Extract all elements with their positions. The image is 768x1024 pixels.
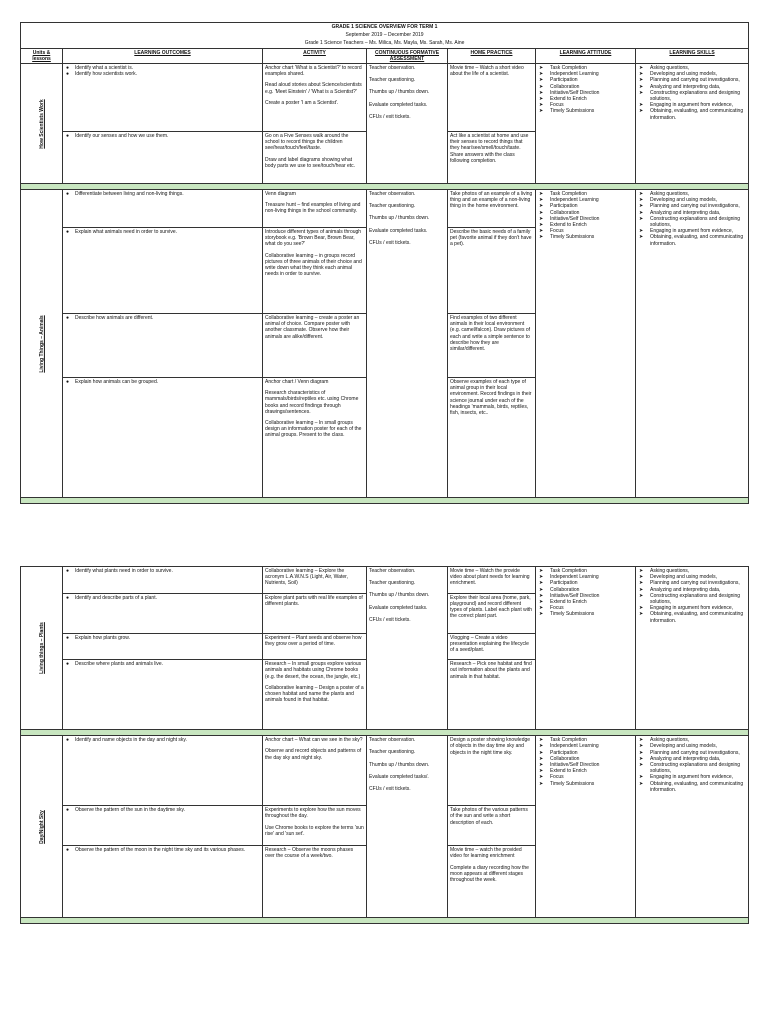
doc-period: September 2019 – December 2019 bbox=[21, 31, 749, 39]
activity-cell: Research – Observe the moons phases over the course of a week/two. bbox=[263, 846, 367, 918]
home-cell: Vlogging – Create a video presentation explaining the lifecycle of a seed/plant. bbox=[448, 633, 536, 660]
home-cell: Movie time – Watch the provide video about plant needs for learning enrichment. bbox=[448, 567, 536, 594]
unit-label-plants: Living things – Plants bbox=[21, 567, 63, 730]
col-skills: LEARNING SKILLS bbox=[636, 48, 749, 63]
outcomes-cell: ● Explain how plants grow. bbox=[63, 633, 263, 660]
activity-cell: Research – In small groups explore various animals and habitats using Chrome books (e.g. the desert, the ocean, the jungle, etc.) Collaborative learning – Design a poster of a chosen habitat and name the plants and animals found in that habitat. bbox=[263, 660, 367, 730]
unit-label-animals: Living Things – Animals bbox=[21, 190, 63, 498]
outcomes-cell: ● Differentiate between living and non-living things. bbox=[63, 190, 263, 228]
outcomes-cell: ● Identify what plants need in order to survive. bbox=[63, 567, 263, 594]
outcomes-cell: ● Describe how animals are different. bbox=[63, 314, 263, 378]
formative-cell: Teacher observation. Teacher questioning. Thumbs up / thumbs down. Evaluate completed tasks. CFUs / exit tickets. bbox=[367, 64, 448, 184]
col-activity: ACTIVITY bbox=[263, 48, 367, 63]
attitude-cell: ➤ Task Completion ➤ Independent Learning ➤ Participation ➤ Collaboration ➤ Initiative/Self Direction ➤ Extend to Enrich ➤ Focus ➤ Timely Submissions bbox=[536, 736, 636, 918]
home-cell: Design a poster showing knowledge of objects in the day time sky and objects in the night time sky. bbox=[448, 736, 536, 806]
home-cell: Observe examples of each type of animal group in their local environment. Record findings in their science journal under each of the headings 'mammals, birds, reptiles, fish, insects, etc.. bbox=[448, 378, 536, 498]
home-cell: Act like a scientist at home and use their senses to record things that they hear/see/smell/touch/taste. Share answers with the class following completion. bbox=[448, 132, 536, 184]
outcomes-cell: ● Identify and name objects in the day and night sky. bbox=[63, 736, 263, 806]
unit-label-scientists: How Scientists Work bbox=[21, 64, 63, 184]
col-attitude: LEARNING ATTITUDE bbox=[536, 48, 636, 63]
activity-cell: Collaborative learning – create a poster an animal of choice. Compare poster with another classmate. Observe how their animals are alike/different. bbox=[263, 314, 367, 378]
home-cell: Movie time – watch the provided video for learning enrichment Complete a diary recording how the moon appears at different stages throughout the week. bbox=[448, 846, 536, 918]
overview-table-page-1 bbox=[20, 22, 748, 504]
outcomes-cell: ● Identify what a scientist is. ● Identify how scientists work. bbox=[63, 64, 263, 132]
overview-table-1 bbox=[20, 22, 749, 504]
activity-cell: Collaborative learning – Explore the acronym L.A.W.N.S (Light, Air, Water, Nutrients, Soil) bbox=[263, 567, 367, 594]
col-outcomes: LEARNING OUTCOMES bbox=[63, 48, 263, 63]
overview-table-2 bbox=[20, 566, 749, 924]
home-cell: Take photos of an example of a living thing and an example of a non-living thing in the home environment. bbox=[448, 190, 536, 228]
col-formative: CONTINUOUS FORMATIVE ASSESSMENT bbox=[367, 48, 448, 63]
outcomes-cell: ● Observe the pattern of the sun in the daytime sky. bbox=[63, 806, 263, 846]
attitude-cell: ➤ Task Completion ➤ Independent Learning ➤ Participation ➤ Collaboration ➤ Initiative/Self Direction ➤ Extend to Enrich ➤ Focus ➤ Timely Submissions bbox=[536, 64, 636, 184]
outcomes-cell: ● Identify our senses and how we use them. bbox=[63, 132, 263, 184]
attitude-cell: ➤ Task Completion ➤ Independent Learning ➤ Participation ➤ Collaboration ➤ Initiative/Self Direction ➤ Extend to Enrich ➤ Focus ➤ Timely Submissions bbox=[536, 567, 636, 730]
activity-cell: Experiments to explore how the sun moves throughout the day. Use Chrome books to explore the terms 'sun rise' and 'sun set'. bbox=[263, 806, 367, 846]
unit-label-sky: Day/Night Sky bbox=[21, 736, 63, 918]
skills-cell: ➤ Asking questions, ➤ Developing and using models, ➤ Planning and carrying out investigations, ➤ Analyzing and interpreting data, ➤ Constructing explanations and designing solutions, ➤ Engaging in argument from evidence, ➤ Obtaining, evaluating, and communicating information. bbox=[636, 567, 749, 730]
skills-cell: ➤ Asking questions, ➤ Developing and using models, ➤ Planning and carrying out investigations, ➤ Analyzing and interpreting data, ➤ Constructing explanations and designing solutions, ➤ Engaging in argument from evidence, ➤ Obtaining, evaluating, and communicating information. bbox=[636, 190, 749, 498]
attitude-cell: ➤ Task Completion ➤ Independent Learning ➤ Participation ➤ Collaboration ➤ Initiative/Self Direction ➤ Extend to Enrich ➤ Focus ➤ Timely Submissions bbox=[536, 190, 636, 498]
doc-teachers: Grade 1 Science Teachers – Ms. Milica, Ms. Mayla, Ms. Sarah, Ms. Aine bbox=[21, 39, 749, 48]
activity-cell: Anchor chart – What can we see in the sky? Observe and record objects and patterns of the day sky and night sky. bbox=[263, 736, 367, 806]
col-home: HOME PRACTICE bbox=[448, 48, 536, 63]
outcomes-cell: ● Identify and describe parts of a plant. bbox=[63, 593, 263, 633]
activity-cell: Anchor chart / Venn diagram Research characteristics of mammals/birds/reptiles etc. using Chrome books and record findings through drawings/sentences. Collaborative learning – In small groups design an information poster for each of the animal groups. Present to the class. bbox=[263, 378, 367, 498]
activity-cell: Experiment – Plant seeds and observe how they grow over a period of time. bbox=[263, 633, 367, 660]
home-cell: Explore their local area (home, park, playground) and record different types of plants. Label each plant with the correct plant part. bbox=[448, 593, 536, 633]
outcomes-cell: ● Observe the pattern of the moon in the night time sky and its various phases. bbox=[63, 846, 263, 918]
home-cell: Find examples of two different animals in their local environment (e.g. camel/falcon). Draw pictures of each and write a simple sentence to describe how they are similar/different. bbox=[448, 314, 536, 378]
formative-cell: Teacher observation. Teacher questioning. Thumbs up / thumbs down. Evaluate completed tasks. CFUs / exit tickets. bbox=[367, 567, 448, 730]
home-cell: Describe the basic needs of a family pet (favorite animal if they don't have a pet). bbox=[448, 228, 536, 314]
activity-cell: Anchor chart 'What is a Scientist?' to record examples shared. Read aloud stories about Science/scientists e.g. 'Meet Einstein' / 'What is a Scientist?' Create a poster 'I am a Scientist'. bbox=[263, 64, 367, 132]
activity-cell: Go on a Five Senses walk around the school to record things the children see/hear/touch/feel/taste. Draw and label diagrams showing what body parts we use to see/touch/hear etc. bbox=[263, 132, 367, 184]
home-cell: Movie time – Watch a short video about the life of a scientist. bbox=[448, 64, 536, 132]
activity-cell: Introduce different types of animals through storybook e.g. 'Brown Bear, Brown Bear, what do you see?' Collaborative learning – in groups record pictures of three animals of their choice and write down what they think each animal needs in order to survive. bbox=[263, 228, 367, 314]
home-cell: Take photos of the various patterns of the sun and write a short description of each. bbox=[448, 806, 536, 846]
section-divider bbox=[21, 498, 749, 504]
skills-cell: ➤ Asking questions, ➤ Developing and using models, ➤ Planning and carrying out investigations, ➤ Analyzing and interpreting data, ➤ Constructing explanations and designing solutions, ➤ Engaging in argument from evidence, ➤ Obtaining, evaluating, and communicating information. bbox=[636, 736, 749, 918]
home-cell: Research – Pick one habitat and find out information about the plants and animals in that habitat. bbox=[448, 660, 536, 730]
doc-title: GRADE 1 SCIENCE OVERVIEW FOR TERM 1 bbox=[21, 23, 749, 32]
formative-cell: Teacher observation. Teacher questioning. Thumbs up / thumbs down. Evaluate completed tasks/. CFUs / exit tickets. bbox=[367, 736, 448, 918]
outcomes-cell: ● Describe where plants and animals live. bbox=[63, 660, 263, 730]
overview-table-page-2 bbox=[20, 566, 748, 924]
outcomes-cell: ● Explain what animals need in order to survive. bbox=[63, 228, 263, 314]
activity-cell: Explore plant parts with real life examples of different plants. bbox=[263, 593, 367, 633]
skills-cell: ➤ Asking questions, ➤ Developing and using models, ➤ Planning and carrying out investigations, ➤ Analyzing and interpreting data, ➤ Constructing explanations and designing solutions, ➤ Engaging in argument from evidence, ➤ Obtaining, evaluating, and communicating information. bbox=[636, 64, 749, 184]
section-divider bbox=[21, 918, 749, 924]
outcomes-cell: ● Explain how animals can be grouped. bbox=[63, 378, 263, 498]
formative-cell: Teacher observation. Teacher questioning. Thumbs up / thumbs down. Evaluate completed tasks. CFUs / exit tickets. bbox=[367, 190, 448, 498]
activity-cell: Venn diagram Treasure hunt – find examples of living and non-living things in the school community. bbox=[263, 190, 367, 228]
col-units: Units & lessons bbox=[21, 48, 63, 63]
